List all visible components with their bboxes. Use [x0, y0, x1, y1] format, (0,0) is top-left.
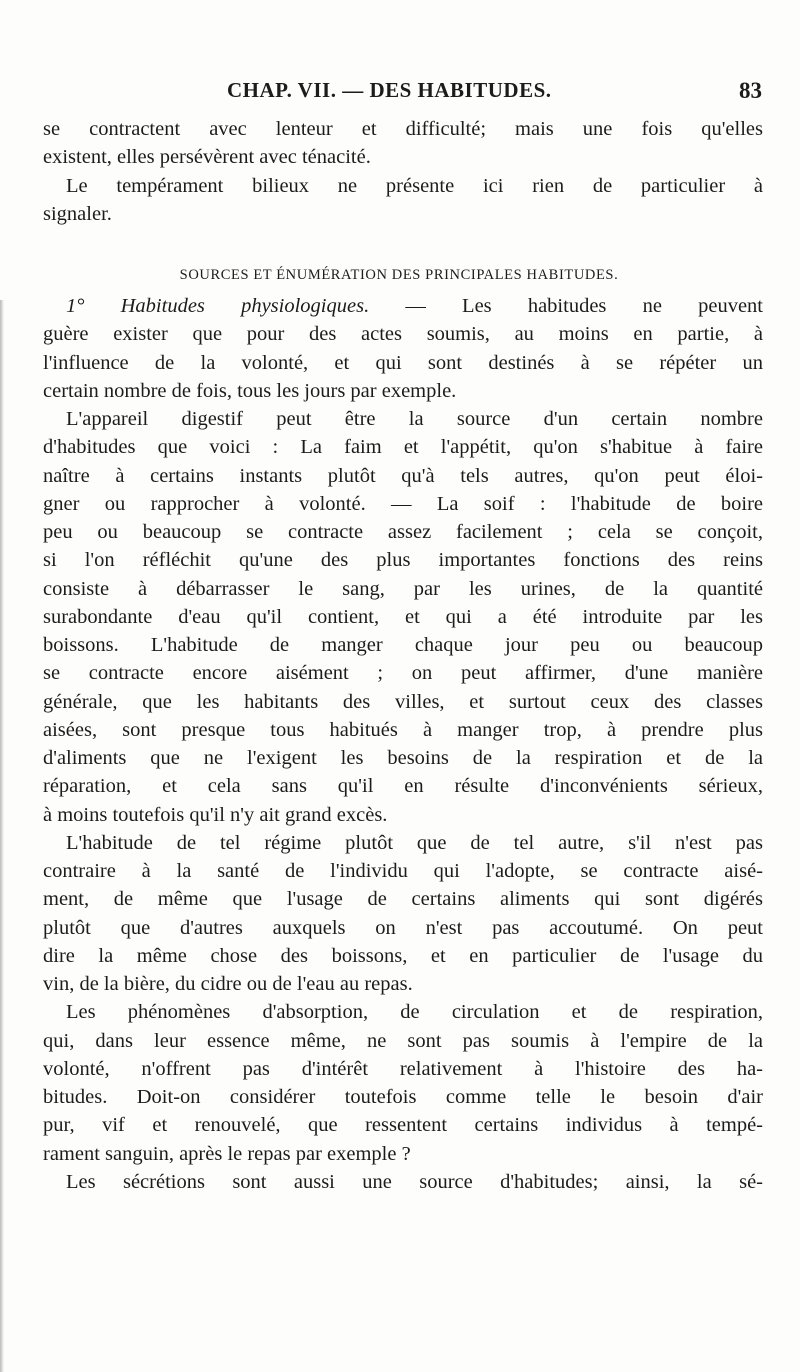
text-line: qui, dans leur essence même, ne sont pas soumis à l'empire de la — [43, 1029, 763, 1052]
text-line: l'influence de la volonté, et qui sont destinés à se répéter un — [43, 351, 763, 374]
text-line: se contracte encore aisément ; on peut affirmer, d'une manière — [43, 662, 763, 685]
text-line: certain nombre de fois, tous les jours par exemple. — [43, 379, 457, 402]
text-line: consiste à débarrasser le sang, par les urines, de la quantité — [43, 577, 763, 600]
text-line: Le tempérament bilieux ne présente ici rien de particulier à — [66, 174, 763, 197]
page-header — [227, 78, 762, 108]
section-spacer — [43, 228, 763, 258]
page-number: 83 — [739, 78, 762, 103]
text-line: réparation, et cela sans qu'il en résulte d'inconvénients sérieux, — [43, 775, 763, 798]
text-line: volonté, n'offrent pas d'intérêt relativement à l'histoire des ha- — [43, 1057, 763, 1080]
text-line: si l'on réfléchit qu'une des plus importantes fonctions des reins — [43, 549, 763, 572]
page-gutter-shadow — [0, 300, 4, 1372]
text-line: rament sanguin, après le repas par exemple ? — [43, 1142, 411, 1165]
text-line: pur, vif et renouvelé, que ressentent certains individus à tempé- — [43, 1114, 763, 1137]
text-line: à moins toutefois qu'il n'y ait grand excès. — [43, 803, 388, 826]
text-line: vin, de la bière, du cidre ou de l'eau au repas. — [43, 973, 413, 995]
text-line: d'habitudes que voici : La faim et l'appétit, qu'on s'habitue à faire — [43, 436, 763, 459]
text-line: dire la même chose des boissons, et en particulier de l'usage du — [43, 944, 763, 967]
text-line: boissons. L'habitude de manger chaque jour peu ou beaucoup — [43, 634, 763, 656]
text-line: L'habitude de tel régime plutôt que de tel autre, s'il n'est pas — [66, 831, 763, 854]
page-body — [43, 115, 763, 1196]
text-line: Les phénomènes d'absorption, de circulation et de respiration, — [66, 1001, 763, 1024]
text-line: guère exister que pour des actes soumis, au moins en partie, à — [43, 323, 763, 346]
section-heading: SOURCES ET ÉNUMÉRATION DES PRINCIPALES HABITUDES. — [179, 267, 619, 283]
text-line: plutôt que d'autres auxquels on n'est pas accoutumé. On peut — [43, 916, 763, 939]
text-line: aisées, sont presque tous habitués à manger trop, à prendre plus — [43, 718, 763, 741]
text-line: naître à certains instants plutôt qu'à tels autres, qu'on peut éloi- — [43, 464, 763, 487]
subheading-physiological: 1° Habitudes physiologiques. — [66, 295, 370, 317]
text-line: contraire à la santé de l'individu qui l'adopte, se contracte aisé- — [43, 860, 763, 882]
text-fragment: — Les habitudes ne peuvent — [369, 295, 763, 317]
text-line: ment, de même que l'usage de certains aliments qui sont digérés — [43, 888, 763, 911]
text-line: existent, elles persévèrent avec ténacité. — [43, 146, 371, 169]
text-line: générale, que les habitants des villes, et surtout ceux des classes — [43, 690, 763, 713]
text-line: se contractent avec lenteur et difficulté; mais une fois qu'elles — [43, 118, 763, 140]
text-line: L'appareil digestif peut être la source d'un certain nombre — [66, 408, 763, 430]
text-line: d'aliments que ne l'exigent les besoins de la respiration et de la — [43, 747, 763, 769]
text-line: peu ou beaucoup se contracte assez facilement ; cela se conçoit, — [43, 521, 763, 543]
text-line — [43, 292, 763, 320]
text-line: signaler. — [43, 202, 112, 225]
text-line: gner ou rapprocher à volonté. — La soif : l'habitude de boire — [43, 492, 763, 515]
text-line: Les sécrétions sont aussi une source d'habitudes; ainsi, la sé- — [66, 1170, 763, 1193]
running-head: CHAP. VII. — DES HABITUDES. — [227, 78, 552, 102]
text-line: surabondante d'eau qu'il contient, et qui a été introduite par les — [43, 605, 763, 628]
text-line: bitudes. Doit-on considérer toutefois comme telle le besoin d'air — [43, 1086, 763, 1108]
